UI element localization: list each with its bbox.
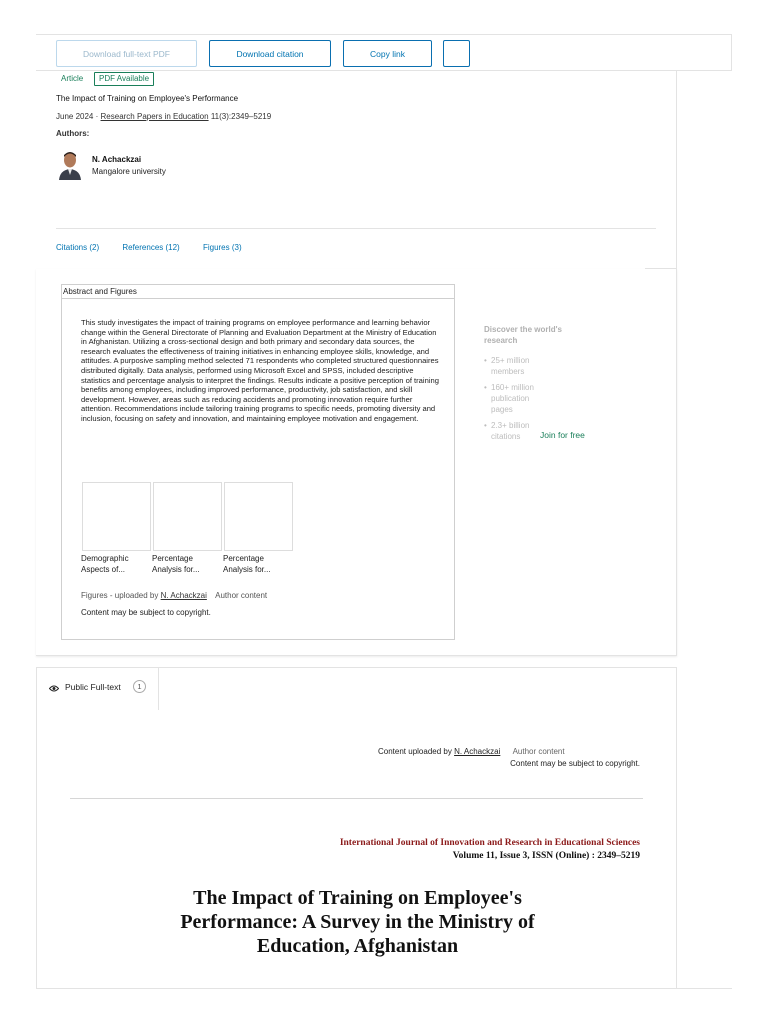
publication-date: June 2024 bbox=[56, 112, 94, 121]
figure-thumbnail[interactable] bbox=[224, 482, 293, 551]
tab-references[interactable]: References (12) bbox=[122, 243, 180, 252]
figure-thumbnail[interactable] bbox=[153, 482, 222, 551]
author-content-label: Author content bbox=[512, 747, 565, 756]
journal-link[interactable]: Research Papers in Education bbox=[100, 112, 209, 121]
eye-icon bbox=[49, 685, 59, 692]
article-type-badge: Article bbox=[61, 74, 84, 83]
divider bbox=[36, 988, 732, 989]
abstract-heading: Abstract and Figures bbox=[62, 285, 454, 299]
divider bbox=[56, 228, 656, 229]
copyright-notice: Content may be subject to copyright. bbox=[81, 608, 211, 617]
author-name[interactable]: N. Achackzai bbox=[92, 155, 142, 164]
figure-caption[interactable] bbox=[223, 553, 291, 575]
figure-caption-line: Demographic bbox=[81, 554, 129, 563]
promo-list bbox=[484, 355, 544, 447]
authors-label: Authors: bbox=[56, 129, 90, 138]
join-for-free-button[interactable]: Join for free bbox=[540, 430, 585, 440]
download-citation-button[interactable]: Download citation bbox=[209, 40, 331, 67]
tab-citations[interactable]: Citations (2) bbox=[56, 243, 100, 252]
meta-separator: · bbox=[95, 112, 99, 121]
journal-name: International Journal of Innovation and Research in Educational Sciences bbox=[339, 838, 640, 848]
uploaded-prefix: Content uploaded by bbox=[378, 747, 452, 756]
figure-caption[interactable] bbox=[81, 553, 149, 575]
copyright-notice: Content may be subject to copyright. bbox=[510, 759, 640, 768]
document-rule bbox=[70, 798, 643, 799]
promo-item: • 160+ million publication pages bbox=[484, 382, 544, 415]
article-meta bbox=[56, 112, 271, 121]
promo-item: • 2.3+ billion citations bbox=[484, 420, 544, 442]
download-pdf-button[interactable]: Download full-text PDF bbox=[56, 40, 197, 67]
abstract-panel bbox=[61, 284, 455, 640]
author-affiliation: Mangalore university bbox=[92, 167, 166, 176]
tab-figures[interactable]: Figures (3) bbox=[202, 243, 242, 252]
article-tabs bbox=[56, 243, 263, 252]
figures-uploaded-prefix: Figures - uploaded by bbox=[81, 591, 159, 600]
figure-caption-line: Analysis for... bbox=[223, 565, 271, 574]
action-toolbar bbox=[36, 34, 732, 71]
figure-caption[interactable] bbox=[152, 553, 220, 575]
content-uploaded-by bbox=[378, 747, 565, 756]
figure-caption-line: Percentage bbox=[152, 554, 193, 563]
promo-title: Discover the world's research bbox=[484, 325, 562, 345]
figure-thumbnail[interactable] bbox=[82, 482, 151, 551]
fulltext-count-badge: 1 bbox=[133, 680, 146, 693]
tab-public-fulltext[interactable] bbox=[37, 668, 159, 710]
figures-uploaded-by bbox=[81, 591, 267, 600]
article-title: The Impact of Training on Employee's Performance bbox=[56, 94, 239, 103]
paper-title: The Impact of Training on Employee's Performance: A Survey in the Ministry of Education, Afghanistan bbox=[180, 887, 535, 957]
public-fulltext-label: Public Full-text bbox=[65, 682, 121, 692]
volume-pages: 11(3):2349–5219 bbox=[210, 112, 272, 121]
volume-line: Volume 11, Issue 3, ISSN (Online) : 2349–5219 bbox=[452, 851, 640, 861]
abstract-text: This study investigates the impact of training programs on employee performance and learning behavior change within the General Directorate of Planning and Evaluation Department at the Ministry of Education in Afghanistan. Utilizing a cross-sectional design and both primary and secondary data sources, the research evaluates the effectiveness of training initiatives in enhancing employee skills, knowledge, and attitudes. A purposive sampling method selected 71 respondents who completed structured questionnaires distributed digitally. Data analysis, performed using Microsoft Excel and SPSS, included descriptive statistics and percentage analysis to interpret the findings. Results indicate a positive perception of training benefits among employees, including improved performance, productivity, job satisfaction, and skill development. However, areas such as reducing accidents and promoting innovation require further attention. Recommendations include tailoring training programs to specific needs, promoting diversity and inclusion, focusing on safety and innovation, and maintaining employee motivation and engagement. bbox=[81, 318, 439, 423]
figures-uploader-link[interactable]: N. Achackzai bbox=[160, 591, 207, 600]
pdf-available-badge: PDF Available bbox=[94, 72, 154, 86]
author-avatar[interactable] bbox=[58, 150, 82, 180]
fulltext-card bbox=[36, 667, 677, 989]
author-content-label: Author content bbox=[215, 591, 268, 600]
article-header bbox=[36, 70, 677, 270]
more-options-button[interactable] bbox=[443, 40, 470, 67]
copy-link-button[interactable]: Copy link bbox=[343, 40, 432, 67]
figure-caption-line: Analysis for... bbox=[152, 565, 200, 574]
promo-item: • 25+ million members bbox=[484, 355, 544, 377]
uploader-link[interactable]: N. Achackzai bbox=[454, 747, 501, 756]
figure-caption-line: Aspects of... bbox=[81, 565, 126, 574]
figure-caption-line: Percentage bbox=[223, 554, 264, 563]
